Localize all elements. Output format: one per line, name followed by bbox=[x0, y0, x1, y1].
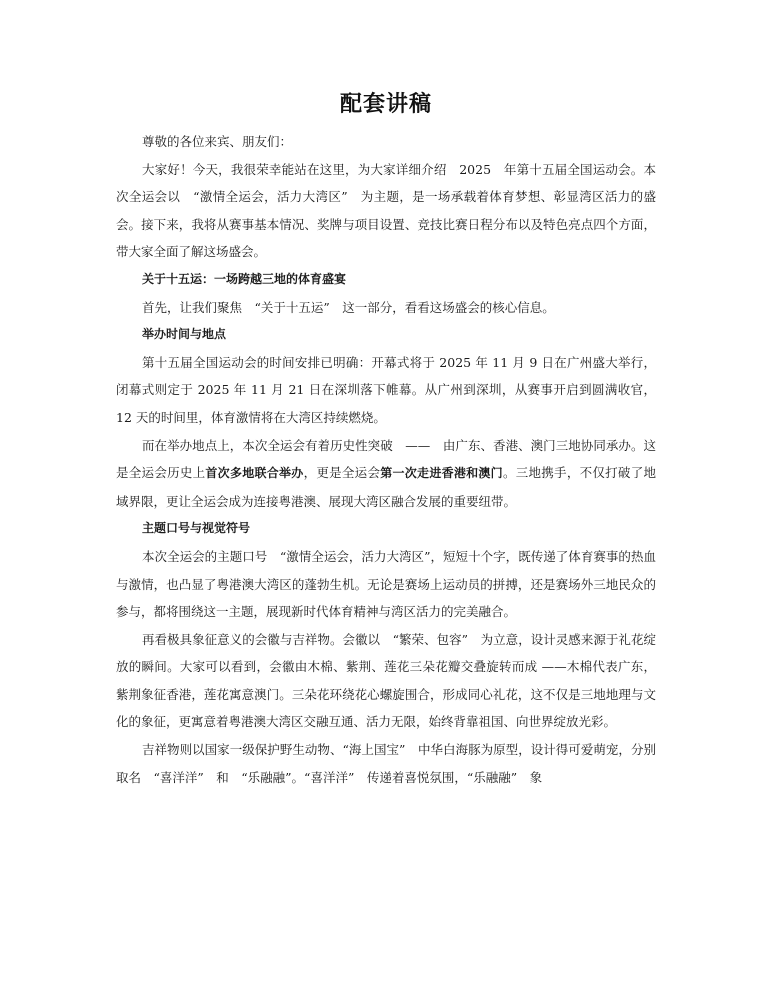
venue-text-a: 而在举办地点上，本次全运会有着历史性突破 —— 由广东、香港、澳门三地协同承办。这是全运会历史上 bbox=[116, 437, 656, 481]
emblem-paragraph: 再看极具象征意义的会徽与吉祥物。会徽以 “繁荣、包容” 为立意，设计灵感来源于礼花绽放的瞬间。大家可以看到，会徽由木棉、紫荆、莲花三朵花瓣交叠旋转而成 ——木棉代表广东，紫荆象征香港，莲花寓意澳门。三朵花环绕花心螺旋围合，形成同心礼花，这不仅是三地地理与文化的象征，更寓意着粤港澳大湾区交融互通、活力无限，始终背靠祖国、向世界绽放光彩。 bbox=[116, 631, 656, 730]
venue-text-b: ，更是全运会 bbox=[303, 465, 381, 481]
slogan-paragraph: 本次全运会的主题口号 “激情全运会，活力大湾区”，短短十个字，既传递了体育赛事的热血与激情，也凸显了粤港澳大湾区的蓬勃生机。无论是赛场上运动员的拼搏，还是赛场外三地民众的参与，都将围绕这一主题，展现新时代体育精神与湾区活力的完美融合。 bbox=[116, 548, 656, 620]
section-heading-about: 关于十五运：一场跨越三地的体育盛宴 bbox=[142, 271, 347, 286]
document-page bbox=[116, 88, 656, 791]
venue-bold-hk-macau: 第一次走进香港和澳门 bbox=[380, 466, 503, 481]
document-title: 配套讲稿 bbox=[339, 92, 432, 117]
section-heading-time-place: 举办时间与地点 bbox=[142, 327, 227, 342]
intro-paragraph: 大家好！今天，我很荣幸能站在这里，为大家详细介绍 2025 年第十五届全国运动会。本次全运会以 “激情全运会，活力大湾区” 为主题，是一场承载着体育梦想、彰显湾区活力的盛会。接下来，我将从赛事基本情况、奖牌与项目设置、竞技比赛日程分布以及特色亮点四个方面，带大家全面了解这场盛会。 bbox=[116, 161, 656, 260]
greeting: 尊敬的各位来宾、朋友们： bbox=[142, 134, 293, 149]
venue-text-c: 。三地携手，不仅打破了地域界限，更让全运会成为连接粤港澳、展现大湾区融合发展的重要纽带。 bbox=[116, 465, 656, 509]
venue-bold-first-joint: 首次多地联合举办 bbox=[205, 466, 304, 481]
mascot-paragraph: 吉祥物则以国家一级保护野生动物、“海上国宝” 中华白海豚为原型，设计得可爱萌宠，分别取名 “喜洋洋” 和 “乐融融”。“喜洋洋” 传递着喜悦氛围，“乐融融” 象 bbox=[116, 742, 656, 785]
venue-paragraph bbox=[116, 432, 656, 516]
section-heading-slogan: 主题口号与视觉符号 bbox=[142, 521, 251, 536]
section-lead-paragraph: 首先，让我们聚焦 “关于十五运” 这一部分，看看这场盛会的核心信息。 bbox=[142, 299, 555, 315]
time-paragraph: 第十五届全国运动会的时间安排已明确：开幕式将于 2025 年 11 月 9 日在广州盛大举行，闭幕式则定于 2025 年 11 月 21 日在深圳落下帷幕。从广州到深圳，从赛事开启到圆满收官，12 天的时间里，体育激情将在大湾区持续燃烧。 bbox=[116, 354, 656, 425]
